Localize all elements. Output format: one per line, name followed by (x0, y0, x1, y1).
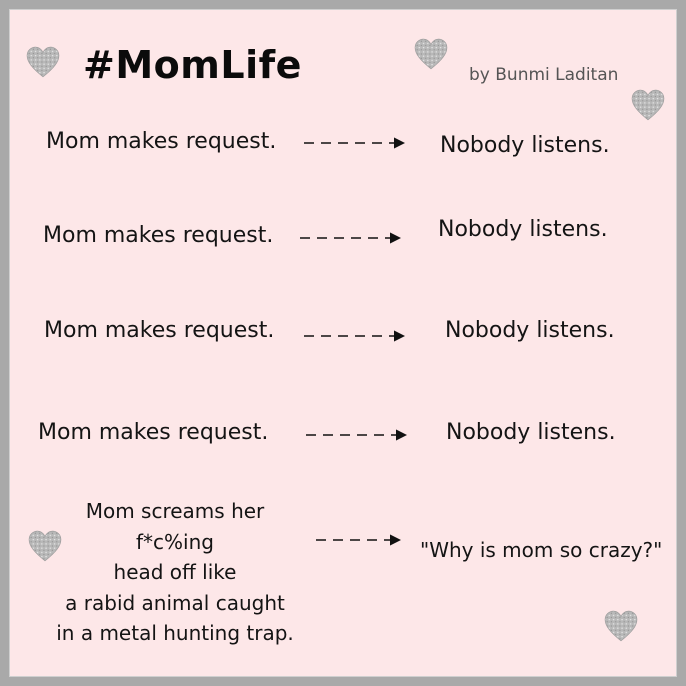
heart-icon (26, 45, 60, 79)
request-text: Mom makes request. (44, 318, 275, 343)
heart-icon (414, 37, 448, 71)
result-text: Nobody listens. (446, 420, 616, 445)
heart-icon (631, 88, 665, 122)
final-request-line: Mom screams her (85, 499, 265, 523)
final-request-line: in a metal hunting trap. (56, 621, 294, 645)
result-text: Nobody listens. (445, 318, 615, 343)
author-byline: by Bunmi Laditan (469, 65, 619, 85)
final-request-line: f*c%ing (136, 529, 214, 554)
page-title: #MomLife (83, 43, 302, 87)
heart-icon (604, 609, 638, 643)
dashed-arrow-icon (304, 135, 408, 151)
result-text: Nobody listens. (440, 133, 610, 158)
result-text: Nobody listens. (438, 217, 608, 242)
dashed-arrow-icon (306, 427, 410, 443)
meme-card (9, 9, 677, 677)
dashed-arrow-icon (300, 230, 404, 246)
final-result-text: "Why is mom so crazy?" (420, 538, 663, 562)
dashed-arrow-icon (316, 532, 404, 548)
request-text: Mom makes request. (46, 129, 277, 154)
final-request-block (50, 496, 300, 649)
final-request-line: a rabid animal caught (65, 590, 285, 615)
request-text: Mom makes request. (43, 223, 274, 248)
final-request-line: head off like (113, 560, 237, 584)
dashed-arrow-icon (304, 328, 408, 344)
request-text: Mom makes request. (38, 420, 269, 445)
